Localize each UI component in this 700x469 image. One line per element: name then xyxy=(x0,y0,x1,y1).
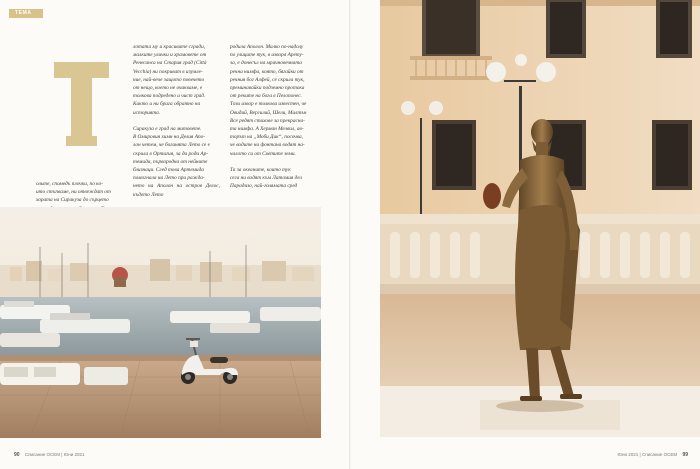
page-number-right: 99 xyxy=(682,452,688,458)
footer-left-text: Списание ОСЕМ | Юни 2021 xyxy=(24,452,85,457)
dropcap-letter xyxy=(54,62,109,146)
statue-photo xyxy=(380,0,700,437)
footer-right-text: Юни 2021 | Списание ОСЕМ xyxy=(617,452,678,457)
spine-shadow xyxy=(349,0,351,469)
article-column-3: родила Аполон. Малко по-надолу по улиците тук, в извора Арету- за, е донесъл на мрачновечната речна нимфа, която, бягайки от речния бог Алфей, се скрила тук, преминавайки подземно протока от реките на бога в Пелопонес. Този извор е толкова известен, че Овидий, Вергилий, Шели, Милтън Все редят стихове за прекрасна- та нимфа. А Херман Мелвил, ав- торът на „Моби Дик“, посочва, че водите на фонтана водят на- чалото си от Светите земи. Та за океаните, които тук сега ни водят към Латомия дел Парадизо, най-голямата сред xyxy=(230,44,307,190)
footer-right xyxy=(617,452,692,458)
right-page xyxy=(350,0,700,469)
section-label: ТЕМА xyxy=(9,9,43,18)
page-number-left: 90 xyxy=(14,452,20,458)
article-column-2: лотата му и красивите сгради, малките улички и храмовете от Ренесанса на Стария град (Città Vecchia) ни покриват в изумле- ние, най-вече защото повечето от нещо, което не очакваме, е толкова подредено и чист град. Както и ни брига обратно на историята. Сиракуза е град на митовете. В Омировия химн на Делия Апо- лон четем, че богинята Лето се е скрила в Ортигия, за да роди Ар- темида, първородна от нейните близнаци. След това Артемида помогнала на Лето при ражда- нето на Аполон на остров Делос, където Лето xyxy=(133,44,220,198)
footer-left xyxy=(10,452,85,458)
article-column-1: ольте, спомедъ плочки, по ко- ито стъпваме, ни отвеждат от хората на Сиракуза до сърцето xyxy=(36,181,111,204)
harbor-photo xyxy=(0,207,321,438)
